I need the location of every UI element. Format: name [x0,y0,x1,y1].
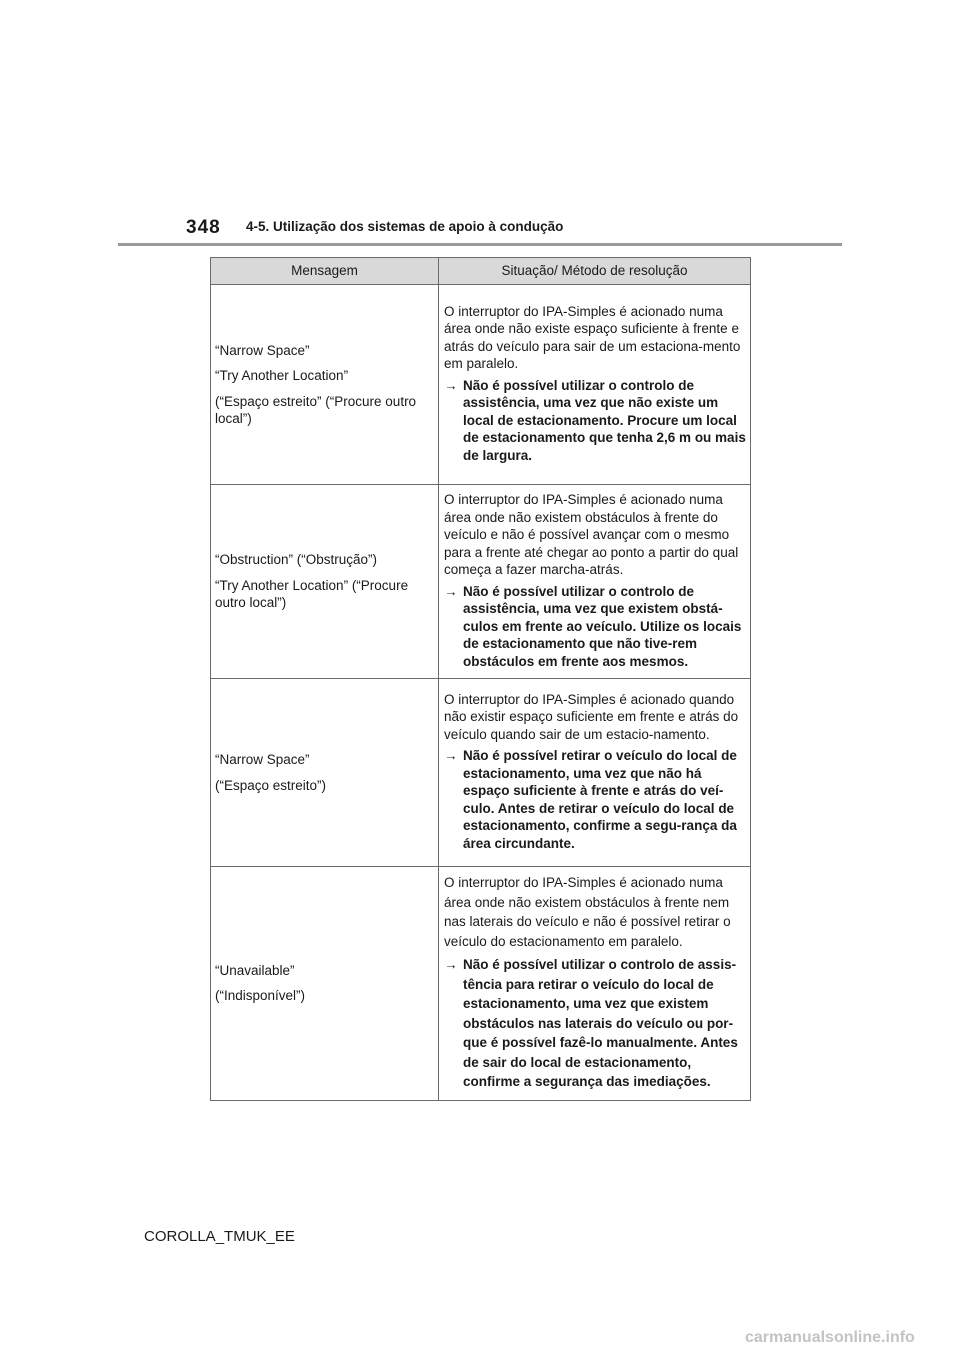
resolution-item [444,747,746,852]
section-title: 4-5. Utilização dos sistemas de apoio à condução [246,219,564,234]
message-line: “Try Another Location” [215,368,349,383]
page-number: 348 [186,217,221,238]
resolution-cell [439,867,751,1101]
message-line: (“Espaço estreito”) [215,777,327,793]
arrow-right-icon: → [444,377,458,393]
situation-text: O interruptor do IPA-Simples é acionado numa área onde não existem obstáculos à frente do veículo e não é possível avançar com o mesmo para a frente até chegar ao ponto a partir do qual começa a fazer marcha-atrás. [444,492,739,577]
table-header-row [211,258,751,285]
table-row [211,679,751,867]
resolution-cell [439,485,751,679]
arrow-right-icon: → [444,957,458,972]
message-line: (“Espaço estreito” (“Procure outro local”) [215,393,417,426]
situation-text: O interruptor do IPA-Simples é acionado numa área onde não existe espaço suficiente à frente e atrás do veículo para sair de um estaciona-mento em paralelo. [444,303,741,372]
situation-text: O interruptor do IPA-Simples é acionado numa área onde não existem obstáculos à frente nem nas laterais do veículo e não é possível retirar o veículo do estacionamento em paralelo. [444,875,731,949]
resolution-item [444,955,746,1092]
table-row [211,485,751,679]
resolution-text: Não é possível utilizar o controlo de assis-tência para retirar o veículo do local de estacionamento, uma vez que existem obstáculos nas laterais do veículo ou por-que é possível fazê-lo manualmente. Antes de sair do local de estacionamento, confirme a segurança das imediações. [463,957,738,1089]
table-row [211,285,751,485]
arrow-right-icon: → [444,583,458,599]
arrow-right-icon: → [444,748,458,764]
table-row [211,867,751,1101]
message-cell [211,485,439,679]
message-cell [211,867,439,1101]
column-header-resolution: Situação/ Método de resolução [439,258,751,285]
resolution-text: Não é possível utilizar o controlo de assistência, uma vez que existem obstá-culos em frente ao veículo. Utilize os locais de estacionamento que não tive-rem obstáculos em frente aos mesmos. [463,583,742,669]
resolution-cell [439,285,751,485]
message-line: “Unavailable” [215,962,295,978]
message-line: “Obstruction” (“Obstrução”) [215,552,378,568]
message-line: “Try Another Location” (“Procure outro local”) [215,577,409,611]
resolution-text: Não é possível utilizar o controlo de assistência, uma vez que não existe um local de estacionamento. Procure um local de estacionamento que tenha 2,6 m ou mais de largura. [463,377,746,463]
message-line: “Narrow Space” [215,752,310,767]
header-rule [118,243,842,246]
watermark: carmanualsonline.info [745,1329,915,1346]
message-cell [211,285,439,485]
message-table [210,257,751,1101]
situation-text: O interruptor do IPA-Simples é acionado quando não existir espaço suficiente em frente e atrás do veículo quando sair de um estacio-namento. [444,691,739,742]
resolution-text: Não é possível retirar o veículo do local de estacionamento, uma vez que não há espaço suficiente à frente e atrás do veí-culo. Antes de retirar o veículo do local de estacionamento, confirme a segu-rança da área circundante. [463,748,737,851]
resolution-item [444,377,746,465]
message-line: “Narrow Space” [215,342,310,358]
document-code: COROLLA_TMUK_EE [144,1228,295,1245]
column-header-message: Mensagem [211,258,439,285]
message-line: (“Indisponível”) [215,988,306,1004]
resolution-cell [439,679,751,867]
message-cell [211,679,439,867]
resolution-item [444,583,746,671]
